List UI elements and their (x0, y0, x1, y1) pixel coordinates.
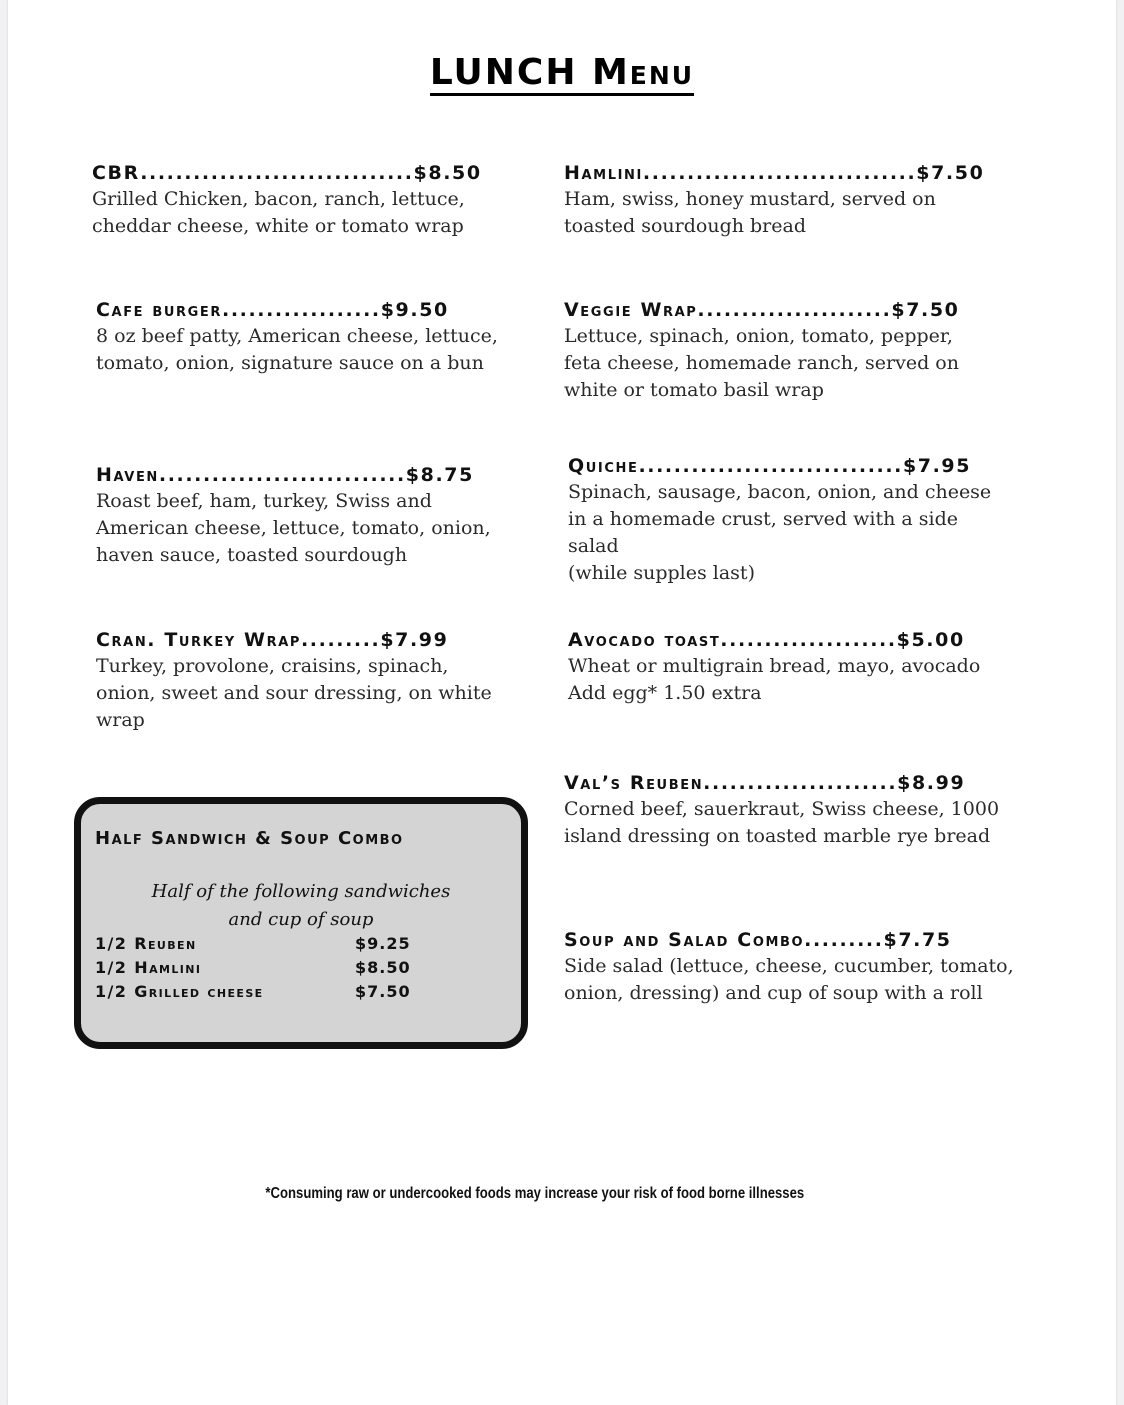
item-heading: CBR...............................$8.50 (92, 162, 482, 184)
combo-row-price: $9.25 (355, 934, 411, 953)
menu-item-cafe-burger (96, 297, 536, 377)
combo-row (95, 958, 515, 982)
item-description: Ham, swiss, honey mustard, served on toasted sourdough bread (564, 188, 936, 237)
item-heading: Cran. Turkey Wrap.........$7.99 (96, 629, 449, 651)
menu-item-soup-salad-combo (564, 927, 1014, 1007)
menu-item-veggie-wrap (564, 297, 1004, 404)
item-heading: Haven............................$8.75 (96, 464, 474, 486)
combo-row-name: 1/2 Hamlini (95, 958, 202, 977)
item-description: 8 oz beef patty, American cheese, lettuce, tomato, onion, signature sauce on a bun (96, 325, 498, 374)
menu-item-cbr (92, 160, 532, 240)
item-description: Lettuce, spinach, onion, tomato, pepper, feta cheese, homemade ranch, served on white or tomato basil wrap (564, 325, 959, 401)
menu-item-vals-reuben (564, 770, 1004, 850)
combo-subtitle: Half of the following sandwiches and cup of soup (151, 881, 451, 930)
item-description: Side salad (lettuce, cheese, cucumber, tomato, onion, dressing) and cup of soup with a roll (564, 955, 1014, 1004)
combo-row-name: 1/2 Reuben (95, 934, 197, 953)
item-heading: Val’s Reuben......................$8.99 (564, 772, 966, 794)
menu-item-quiche (568, 453, 1008, 587)
item-heading: Avocado toast....................$5.00 (568, 629, 965, 651)
raw-food-warning: *Consuming raw or undercooked foods may increase your risk of food borne illnesses (265, 1185, 805, 1202)
item-description: Wheat or multigrain bread, mayo, avocado Add egg* 1.50 extra (568, 655, 981, 704)
item-description: Turkey, provolone, craisins, spinach, onion, sweet and sour dressing, on white wrap (96, 655, 492, 731)
menu-item-cran-turkey-wrap (96, 627, 536, 734)
combo-row-price: $8.50 (355, 958, 411, 977)
combo-row (95, 934, 515, 958)
half-sandwich-combo-box (74, 797, 528, 1049)
item-description: Grilled Chicken, bacon, ranch, lettuce, cheddar cheese, white or tomato wrap (92, 188, 465, 237)
item-description: Spinach, sausage, bacon, onion, and cheese in a homemade crust, served with a side salad (while supples last) (568, 481, 992, 584)
menu-item-avocado-toast (568, 627, 1008, 707)
item-heading: Hamlini...............................$7.50 (564, 162, 985, 184)
item-description: Roast beef, ham, turkey, Swiss and American cheese, lettuce, tomato, onion, haven sauce, toasted sourdough (96, 490, 491, 566)
item-description: Corned beef, sauerkraut, Swiss cheese, 1000 island dressing on toasted marble rye bread (564, 798, 1000, 847)
item-heading: Soup and Salad Combo.........$7.75 (564, 929, 952, 951)
combo-title: Half Sandwich & Soup Combo (95, 828, 404, 849)
item-heading: Cafe burger..................$9.50 (96, 299, 449, 321)
page-title: LUNCH Menu (0, 52, 1124, 93)
combo-row-price: $7.50 (355, 982, 411, 1001)
item-heading: Quiche..............................$7.95 (568, 455, 972, 477)
item-heading: Veggie Wrap......................$7.50 (564, 299, 960, 321)
combo-row (95, 982, 515, 1006)
menu-item-hamlini (564, 160, 1004, 240)
menu-item-haven (96, 462, 536, 569)
combo-row-name: 1/2 Grilled cheese (95, 982, 264, 1001)
